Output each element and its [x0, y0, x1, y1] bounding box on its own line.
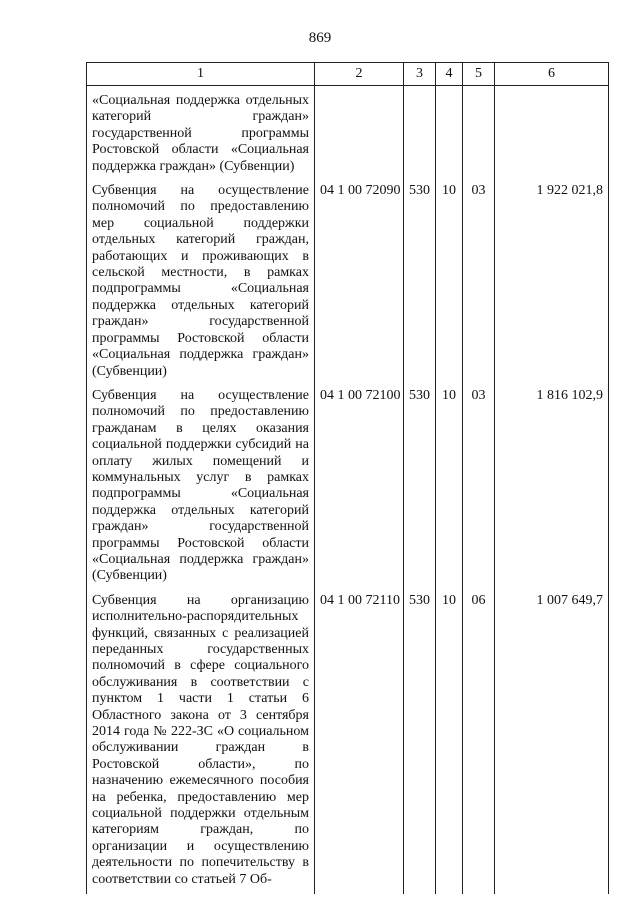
table-row	[87, 86, 609, 182]
row-description: Субвенция на осуществление полномочий по предоставлению мер социальной поддержки отдельных категорий граждан, работающих и проживающих в сельской местности, в рамках подпрограммы «Социальная поддержка отдельных категорий граждан» государственной программы Ростовской области «Социальная поддержка граждан» (Субвенции)	[87, 181, 315, 386]
row-pr	[463, 86, 495, 182]
column-header-description: 1	[87, 63, 315, 86]
table-header-row	[87, 63, 609, 86]
row-code	[315, 86, 404, 182]
row-pr: 06	[463, 591, 495, 894]
row-vr: 530	[404, 181, 436, 386]
row-code: 04 1 00 72100	[315, 386, 404, 591]
row-amount: 1 922 021,8	[495, 181, 609, 386]
page-number: 869	[308, 30, 332, 46]
row-description: «Социальная поддержка отдельных категорий граждан» государственной программы Ростовской области «Социальная поддержка граждан» (Субвенции)	[87, 86, 315, 182]
row-pr: 03	[463, 386, 495, 591]
row-rz: 10	[436, 181, 463, 386]
row-amount	[495, 86, 609, 182]
row-amount: 1 816 102,9	[495, 386, 609, 591]
row-code: 04 1 00 72110	[315, 591, 404, 894]
row-description: Субвенция на осуществление полномочий по предоставлению гражданам в целях оказания социальной поддержки субсидий на оплату жилых помещений и коммунальных услуг в рамках подпрограммы «Социальная поддержка отдельных категорий граждан» государственной программы Ростовской области «Социальная поддержка граждан» (Субвенции)	[87, 386, 315, 591]
table-row	[87, 181, 609, 386]
row-rz: 10	[436, 386, 463, 591]
column-header-vr: 3	[404, 63, 436, 86]
column-header-pr: 5	[463, 63, 495, 86]
table-row	[87, 591, 609, 894]
row-vr	[404, 86, 436, 182]
row-code: 04 1 00 72090	[315, 181, 404, 386]
row-rz: 10	[436, 591, 463, 894]
row-description: Субвенция на организацию исполнительно-распорядительных функций, связанных с реализацией переданных государственных полномочий в сфере социального обслуживания в соответствии с пунктом 1 части 1 статьи 6 Областного закона от 3 сентября 2014 года № 222-ЗС «О социальном обслуживании граждан в Ростовской области», по назначению ежемесячного пособия на ребенка, предоставлению мер социальной поддержки отдельным категориям граждан, по организации и осуществлению деятельности по попечительству в соответствии со статьей 7 Об-	[87, 591, 315, 894]
column-header-code: 2	[315, 63, 404, 86]
budget-table	[86, 62, 609, 894]
table-row	[87, 386, 609, 591]
row-vr: 530	[404, 591, 436, 894]
row-rz	[436, 86, 463, 182]
row-amount: 1 007 649,7	[495, 591, 609, 894]
column-header-amount: 6	[495, 63, 609, 86]
column-header-rz: 4	[436, 63, 463, 86]
row-vr: 530	[404, 386, 436, 591]
row-pr: 03	[463, 181, 495, 386]
